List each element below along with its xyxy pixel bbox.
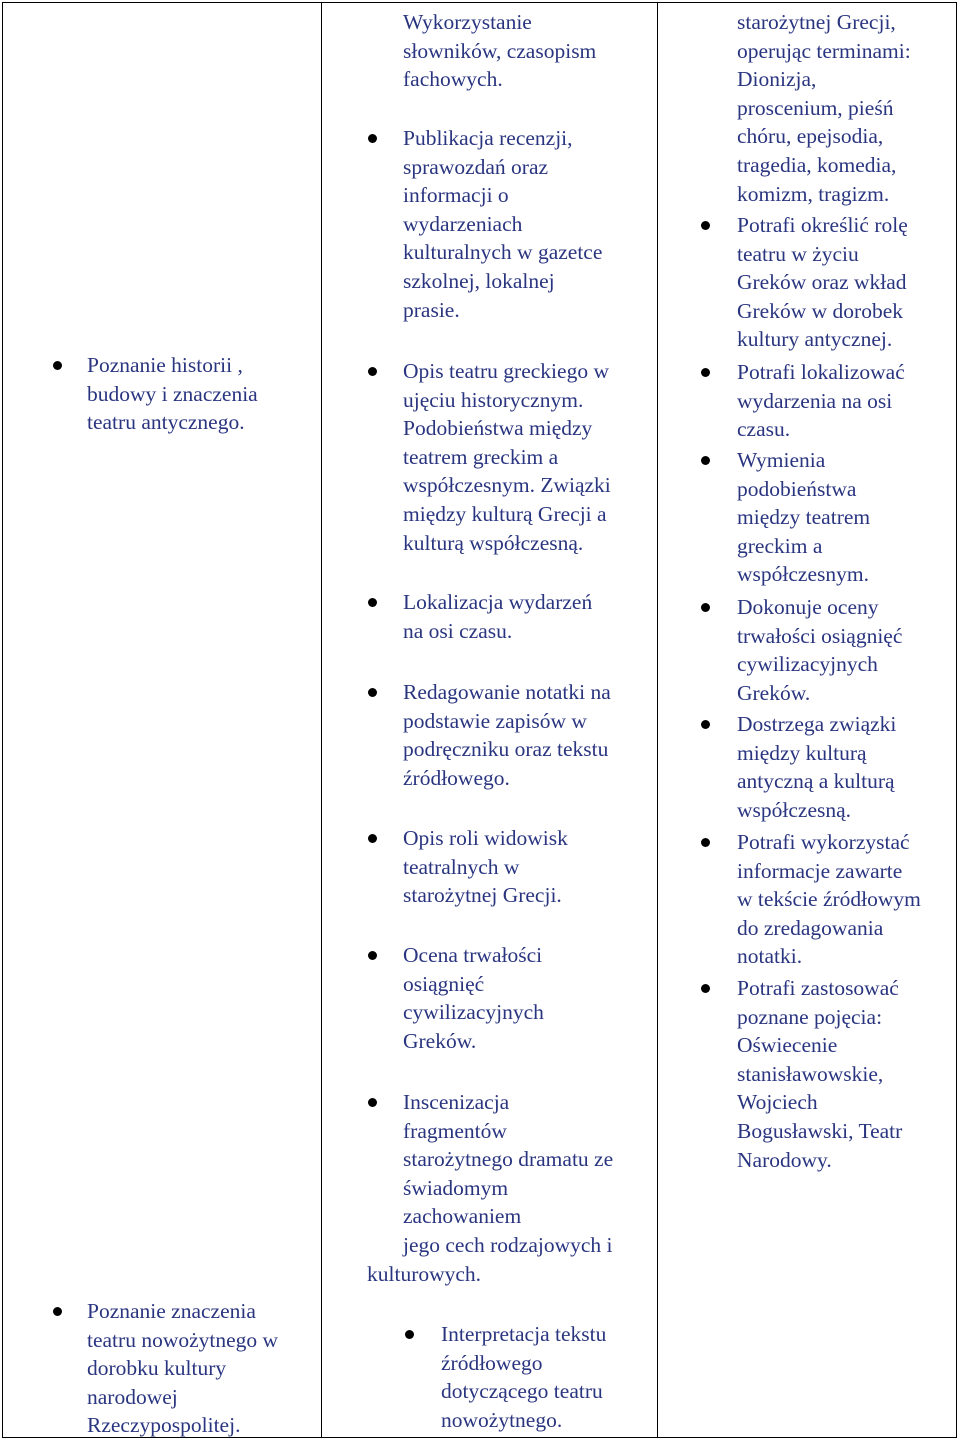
- bullet-icon: [368, 134, 377, 143]
- bullet-icon: [53, 361, 62, 370]
- list-item: Interpretacja tekstu źródłowego dotyczącego teatru nowożytnego.: [441, 1320, 655, 1434]
- goals-column: [3, 3, 321, 1437]
- bullet-icon: [701, 221, 710, 230]
- activities-column: [323, 3, 657, 1437]
- bullet-icon: [701, 984, 710, 993]
- bullet-icon: [53, 1307, 62, 1316]
- bullet-icon: [368, 367, 377, 376]
- list-item: Potrafi określić rolę teatru w życiu Greków oraz wkład Greków w dorobek kultury antycznej.: [737, 211, 955, 354]
- bullet-icon: [368, 1098, 377, 1107]
- bullet-icon: [701, 603, 710, 612]
- bullet-icon: [701, 456, 710, 465]
- list-item: [87, 351, 317, 437]
- list-item: Lokalizacja wydarzeń na osi czasu.: [403, 588, 655, 645]
- goal-text: Poznanie znaczenia teatru nowożytnego w dorobku kultury narodowej Rzeczypospolitej.: [87, 1299, 279, 1438]
- list-item: Redagowanie notatki na podstawie zapisów w podręczniku oraz tekstu źródłowego.: [403, 678, 655, 792]
- bullet-icon: [701, 720, 710, 729]
- list-item: Opis teatru greckiego w ujęciu historycznym. Podobieństwa między teatrem greckim a współczesnym. Związki między kulturą Grecji a kulturą współczesną.: [403, 357, 655, 557]
- bullet-icon: [368, 951, 377, 960]
- continuation-text: starożytnej Grecji, operując terminami: Dionizja, proscenium, pieśń chóru, epejsodia, tragedia, komedia, komizm, tragizm.: [737, 10, 911, 206]
- list-item: Potrafi zastosować poznane pojęcia: Oświecenie stanisławowskie, Wojciech Bogusławski, Teatr Narodowy.: [737, 974, 955, 1174]
- bullet-icon: [701, 368, 710, 377]
- list-item: [87, 1297, 317, 1440]
- list-item: Ocena trwałości osiągnięć cywilizacyjnych Greków.: [403, 941, 655, 1055]
- overflow-text: kulturowych.: [367, 1262, 482, 1286]
- outcomes-column: [659, 3, 956, 1437]
- bullet-icon: [368, 598, 377, 607]
- list-item: Opis roli widowisk teatralnych w starożytnej Grecji.: [403, 824, 655, 910]
- bullet-icon: [368, 688, 377, 697]
- goal-text: Poznanie historii , budowy i znaczenia teatru antycznego.: [87, 353, 258, 435]
- bullet-icon: [368, 834, 377, 843]
- column-divider-2: [657, 3, 658, 1437]
- bullet-icon: [701, 838, 710, 847]
- list-item: Inscenizacja fragmentów starożytnego dramatu ze świadomym zachowaniem jego cech rodzajowych i: [403, 1088, 655, 1260]
- list-item: Potrafi wykorzystać informacje zawarte w tekście źródłowym do zredagowania notatki.: [737, 828, 955, 971]
- continuation-text: Wykorzystanie słowników, czasopism fachowych.: [403, 10, 597, 92]
- curriculum-table: [2, 2, 957, 1438]
- list-item: Potrafi lokalizować wydarzenia na osi czasu.: [737, 358, 955, 444]
- list-item: Dokonuje oceny trwałości osiągnięć cywilizacyjnych Greków.: [737, 593, 955, 707]
- list-item: Dostrzega związki między kulturą antyczną a kulturą współczesną.: [737, 710, 955, 824]
- list-item: Wymienia podobieństwa między teatrem greckim a współczesnym.: [737, 446, 955, 589]
- column-divider-1: [321, 3, 322, 1437]
- list-item: Publikacja recenzji, sprawozdań oraz informacji o wydarzeniach kulturalnych w gazetce szkolnej, lokalnej prasie.: [403, 124, 655, 324]
- bullet-icon: [405, 1330, 414, 1339]
